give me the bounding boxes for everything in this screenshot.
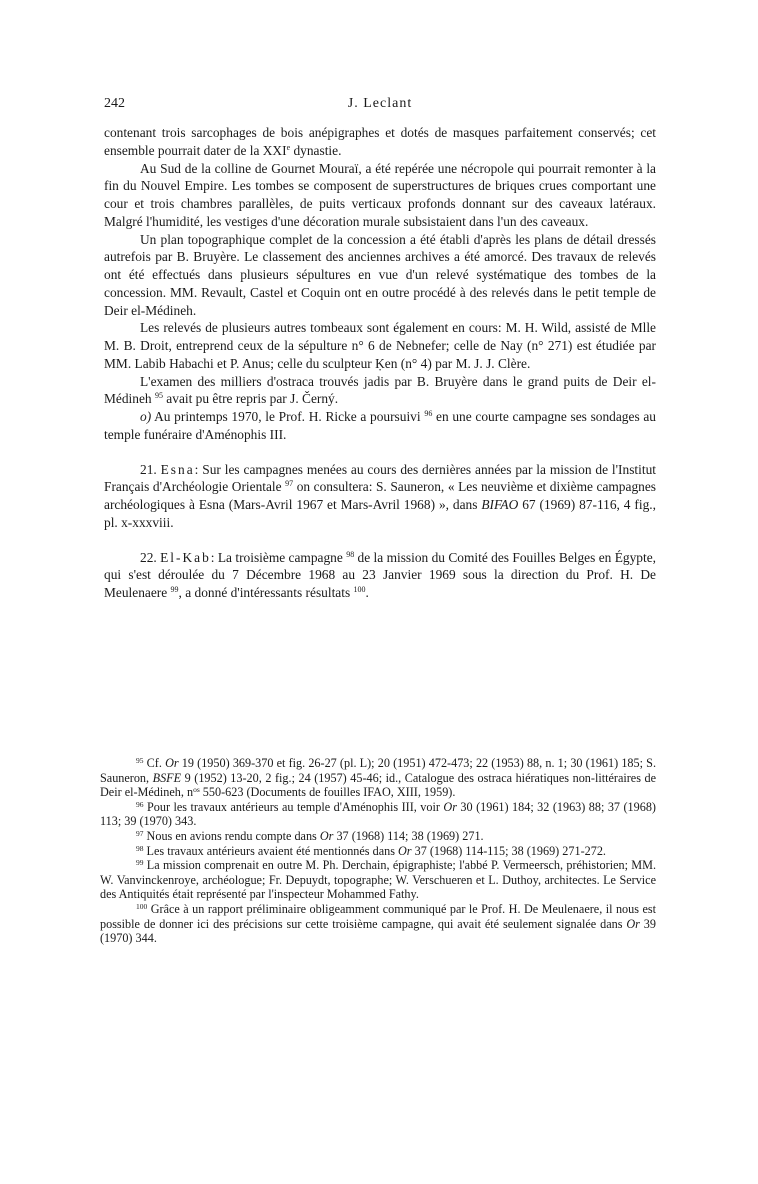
footnote-ref: 95 bbox=[136, 756, 144, 765]
italic-text: Or bbox=[398, 843, 412, 858]
text-run: 30 (1961) 184; 32 (1963) 88; 37 (1968) 113; 39 (1970) 343. bbox=[100, 799, 656, 829]
text-run: Au Sud de la colline de Gournet Mouraï, a été repérée une nécropole qui pourrait remonter à la fin du Nouvel Empire. Les tombes se composent de superstructures de briques crues comportant une cour et trois chambres parallèles, de puits verticaux profonds donnant sur des caveaux latéraux. Malgré l'humidité, les vestiges d'une décoration murale subsistaient dans l'un des caveaux. bbox=[104, 160, 656, 229]
text-run: 22. bbox=[140, 549, 161, 565]
text-run: La mission comprenait en outre M. Ph. Derchain, épigraphiste; l'abbé P. Vermeersch, préhistorien; MM. W. Vanvinckenroye, archéologue; Fr. Depuydt, topographe; W. Verschueren et L. Duthoy, architectes. Le Service des Antiquités était représenté par l'inspecteur Mohammed Fathy. bbox=[100, 858, 656, 902]
text-run: Nous en avions rendu compte dans bbox=[143, 828, 320, 843]
text-run: avait pu être repris par J. Černý. bbox=[162, 391, 339, 407]
text-run: dynastie. bbox=[290, 142, 342, 158]
italic-text: BSFE bbox=[152, 770, 182, 785]
footnote-ref: 97 bbox=[136, 828, 144, 838]
italic-text: Or bbox=[443, 799, 457, 814]
text-run: Un plan topographique complet de la concession a été établi d'après les plans de détail dressés autrefois par B. Bruyère. Le classement des anciennes archives a été amorcé. Des travaux de relevés ont été effectués dans plusieurs sépultures en vue d'un relevé systématique des tombes de la concession. MM. Revault, Castel et Coquin ont en outre procédé à des relevés dans le petit temple de Deir el-Médineh. bbox=[104, 231, 656, 318]
footnote bbox=[100, 844, 656, 859]
running-head-author: J. Leclant bbox=[347, 96, 413, 111]
text-run: Grâce à un rapport préliminaire obligeamment communiqué par le Prof. H. De Meulenaere, il nous est possible de donner ici des précisions sur cette troisième campagne, qui avait été seulement signalée dans bbox=[100, 901, 656, 931]
text-run: 9 (1952) 13-20, 2 fig.; 24 (1957) 45-46; id., Catalogue des ostraca hiératiques non-littéraires de Deir el-Médineh, n bbox=[100, 770, 657, 800]
paragraph bbox=[104, 461, 656, 532]
footnote bbox=[100, 800, 656, 829]
text-run: en une courte campagne ses sondages au temple funéraire d'Aménophis III. bbox=[104, 409, 656, 442]
footnote-ref: e bbox=[286, 142, 291, 152]
footnote bbox=[100, 829, 656, 844]
footnotes bbox=[100, 756, 656, 946]
text-run: Les travaux antérieurs avaient été mentionnés dans bbox=[143, 843, 398, 858]
text-run: 67 (1969) 87-116, 4 fig., pl. x-xxxviii. bbox=[104, 497, 656, 530]
footnote bbox=[100, 858, 656, 902]
paragraph bbox=[104, 549, 656, 602]
italic-text: Or bbox=[165, 756, 179, 770]
footnote-ref: 96 bbox=[136, 799, 144, 809]
footnote bbox=[100, 902, 656, 946]
paragraph bbox=[104, 231, 656, 320]
footnote-ref: 97 bbox=[285, 479, 294, 489]
text-run: : Sur les campagnes menées au cours des dernières années par la mission de l'Institut Français d'Archéologie Orientale bbox=[104, 461, 656, 495]
footnote-ref: 98 bbox=[346, 549, 355, 559]
section-heading: Esna bbox=[160, 461, 195, 477]
text-run: 21. bbox=[140, 461, 161, 477]
footnote-ref: 100 bbox=[136, 901, 148, 911]
text-run: 37 (1968) 114; 38 (1969) 271. bbox=[333, 828, 484, 843]
footnote-ref: 99 bbox=[170, 585, 179, 594]
text-run: 550-623 (Documents de fouilles IFAO, XIII, 1959). bbox=[199, 785, 456, 800]
paragraph bbox=[104, 408, 656, 444]
footnote-ref: os bbox=[193, 785, 200, 795]
text-run: L'examen des milliers d'ostraca trouvés jadis par B. Bruyère dans le grand puits de Deir el-Médineh bbox=[104, 373, 656, 407]
footnote-ref: 98 bbox=[136, 843, 144, 853]
text-run: Cf. bbox=[143, 756, 166, 770]
text-run: de la mission du Comité des Fouilles Belges en Égypte, qui s'est déroulée du 7 Décembre 1968 au 23 Janvier 1969 sous la direction du Prof. H. De Meulenaere bbox=[104, 549, 656, 600]
footnote-ref: 95 bbox=[154, 391, 163, 401]
text-run: Les relevés de plusieurs autres tombeaux sont également en cours: M. H. Wild, assisté de Mlle M. B. Droit, entreprend ceux de la sépulture n° 6 de Nebnefer; celle de Nay (n° 271) est étudiée par MM. Labib Habachi et P. Anus; celle du sculpteur Ḳen (n° 4) par M. J. J. Clère. bbox=[104, 320, 656, 371]
text-run: , a donné d'intéressants résultats bbox=[178, 585, 354, 600]
text-run: : La troisième campagne bbox=[210, 549, 347, 565]
paragraph bbox=[104, 160, 656, 231]
body-text bbox=[104, 124, 656, 602]
footnote bbox=[100, 756, 656, 800]
text-run: Au printemps 1970, le Prof. H. Ricke a poursuivi bbox=[151, 409, 425, 424]
section-heading: El-Kab bbox=[160, 549, 211, 565]
text-run: 19 (1950) 369-370 et fig. 26-27 (pl. L); 20 (1951) 472-473; 22 (1953) 88, n. 1; 30 (1961) 185; S. Sauneron, bbox=[100, 756, 657, 785]
italic-text: o) bbox=[140, 409, 152, 424]
text-run: Pour les travaux antérieurs au temple d'Aménophis III, voir bbox=[143, 799, 444, 814]
paragraph bbox=[104, 124, 656, 160]
italic-text: Or bbox=[319, 828, 334, 843]
text-run: 37 (1968) 114-115; 38 (1969) 271-272. bbox=[411, 843, 606, 858]
text-run: contenant trois sarcophages de bois anépigraphes et dotés de masques parfaitement conservés; cet ensemble pourrait dater de la XXI bbox=[104, 125, 656, 158]
page-number: 242 bbox=[104, 96, 125, 111]
footnote-ref: 100 bbox=[353, 585, 366, 594]
text-run: 39 (1970) 344. bbox=[100, 916, 656, 946]
paragraph bbox=[104, 373, 656, 409]
paragraph bbox=[104, 319, 656, 372]
running-head bbox=[104, 96, 656, 116]
italic-text: BIFAO bbox=[481, 497, 519, 512]
italic-text: Or bbox=[626, 916, 640, 931]
text-run: on consultera: S. Sauneron, « Les neuvième et dixième campagnes archéologiques à Esna (Mars-Avril 1967 et Mars-Avril 1968) », dans bbox=[104, 479, 656, 512]
footnote-ref: 99 bbox=[136, 858, 144, 868]
footnote-ref: 96 bbox=[424, 409, 433, 418]
text-run: . bbox=[365, 585, 369, 600]
